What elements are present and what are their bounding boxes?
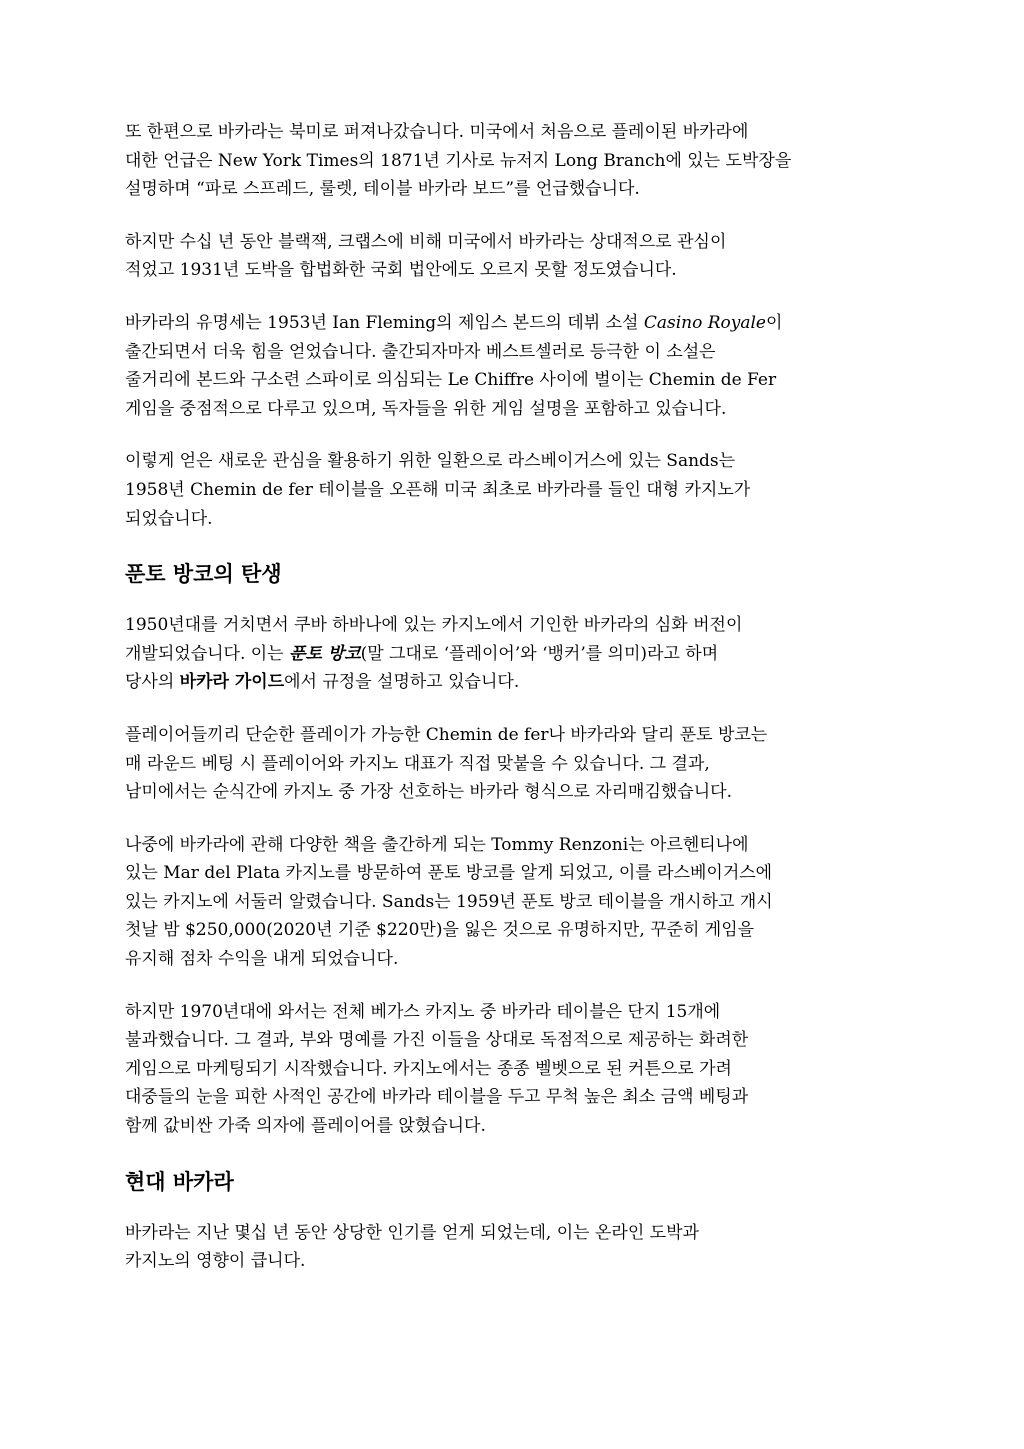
paragraph-low-interest <box>125 228 915 285</box>
baccarat-guide-link[interactable]: 바카라 가이드 <box>179 672 285 693</box>
paragraph-north-america-spread <box>125 118 915 204</box>
paragraph-sands-1958 <box>125 447 915 533</box>
text-line: 유지해 점차 수익을 내게 되었습니다. <box>125 949 399 970</box>
text-line: 설명하며 “파로 스프레드, 룰렛, 테이블 바카라 보드”를 언급했습니다. <box>125 179 640 200</box>
text-line: 되었습니다. <box>125 508 213 529</box>
text-line: 나중에 바카라에 관해 다양한 책을 출간하게 되는 Tommy Renzoni는 아르헨티나에 <box>125 834 749 855</box>
document-body <box>125 118 915 1300</box>
text-line: 매 라운드 베팅 시 플레이어와 카지노 대표가 직접 맞붙을 수 있습니다. 그 결과, <box>125 753 710 774</box>
paragraph-modern-popularity <box>125 1219 915 1276</box>
text-line <box>125 668 915 697</box>
book-title-casino-royale: Casino Royale <box>643 312 766 333</box>
paragraph-1970s-exclusive <box>125 998 915 1141</box>
paragraph-punto-banco-origin <box>125 611 915 697</box>
text-line <box>125 309 915 338</box>
text-segment: 개발되었습니다. 이는 <box>125 643 290 664</box>
text-line: 하지만 1970년대에 와서는 전체 베가스 카지노 중 바카라 테이블은 단지 15개에 <box>125 1001 721 1022</box>
text-line: 게임을 중점적으로 다루고 있으며, 독자들을 위한 게임 설명을 포함하고 있습니다. <box>125 398 727 419</box>
paragraph-punto-banco-vs-chemin <box>125 721 915 807</box>
text-line: 불과했습니다. 그 결과, 부와 명예를 가진 이들을 상대로 독점적으로 제공하는 화려한 <box>125 1030 749 1051</box>
text-line: 줄거리에 본드와 구소련 스파이로 의심되는 Le Chiffre 사이에 벌이는 Chemin de Fer <box>125 370 777 391</box>
text-line: 출간되면서 더욱 힘을 얻었습니다. 출간되자마자 베스트셀러로 등극한 이 소설은 <box>125 341 716 362</box>
text-segment: 바카라의 유명세는 1953년 Ian Fleming의 제임스 본드의 데뷔 소설 <box>125 312 644 333</box>
text-line: 첫날 밤 $250,000(2020년 기준 $220만)을 잃은 것으로 유명하지만, 꾸준히 게임을 <box>125 920 755 941</box>
text-line: 또 한편으로 바카라는 북미로 퍼져나갔습니다. 미국에서 처음으로 플레이된 바카라에 <box>125 122 749 142</box>
text-line: 바카라는 지난 몇십 년 동안 상당한 인기를 얻게 되었는데, 이는 온라인 도박과 <box>125 1222 699 1243</box>
section-heading-modern-baccarat: 현대 바카라 <box>125 1168 234 1194</box>
text-line: 남미에서는 순식간에 카지노 중 가장 선호하는 바카라 형식으로 자리매김했습니다. <box>125 782 732 803</box>
paragraph-tommy-renzoni <box>125 831 915 974</box>
text-line: 이렇게 얻은 새로운 관심을 활용하기 위한 일환으로 라스베이거스에 있는 Sands는 <box>125 451 736 472</box>
text-line: 1958년 Chemin de fer 테이블을 오픈해 미국 최초로 바카라를 들인 대형 카지노가 <box>125 479 751 500</box>
text-line: 카지노의 영향이 큽니다. <box>125 1251 306 1272</box>
text-line <box>125 640 915 669</box>
text-line: 대한 언급은 New York Times의 1871년 기사로 뉴저지 Long Branch에 있는 도박장을 <box>125 150 792 171</box>
text-segment: (말 그대로 ‘플레이어’와 ‘뱅커’를 의미)라고 하며 <box>360 643 719 664</box>
text-line: 함께 값비싼 가죽 의자에 플레이어를 앉혔습니다. <box>125 1116 486 1137</box>
text-line: 적었고 1931년 도박을 합법화한 국회 법안에도 오르지 못할 정도였습니다. <box>125 260 677 281</box>
text-line: 대중들의 눈을 피한 사적인 공간에 바카라 테이블을 두고 무척 높은 최소 금액 베팅과 <box>125 1087 749 1108</box>
text-line: 1950년대를 거치면서 쿠바 하바나에 있는 카지노에서 기인한 바카라의 심화 버전이 <box>125 615 743 636</box>
text-line: 하지만 수십 년 동안 블랙잭, 크랩스에 비해 미국에서 바카라는 상대적으로 관심이 <box>125 231 727 252</box>
text-segment: 에서 규정을 설명하고 있습니다. <box>284 672 520 693</box>
text-segment: 이 <box>766 312 783 333</box>
paragraph-casino-royale <box>125 309 915 423</box>
text-line: 플레이어들끼리 단순한 플레이가 가능한 Chemin de fer나 바카라와 달리 푼토 방코는 <box>125 724 768 745</box>
text-line: 있는 카지노에 서둘러 알렸습니다. Sands는 1959년 푼토 방코 테이블을 개시하고 개시 <box>125 891 773 912</box>
text-segment: 당사의 <box>125 672 180 693</box>
section-heading-punto-banco-birth: 푼토 방코의 탄생 <box>125 561 282 587</box>
text-line: 게임으로 마케팅되기 시작했습니다. 카지노에서는 종종 벨벳으로 된 커튼으로 가려 <box>125 1058 732 1079</box>
text-line: 있는 Mar del Plata 카지노를 방문하여 푼토 방코를 알게 되었고, 이를 라스베이거스에 <box>125 863 773 884</box>
term-punto-banco: 푼토 방코 <box>289 643 361 664</box>
